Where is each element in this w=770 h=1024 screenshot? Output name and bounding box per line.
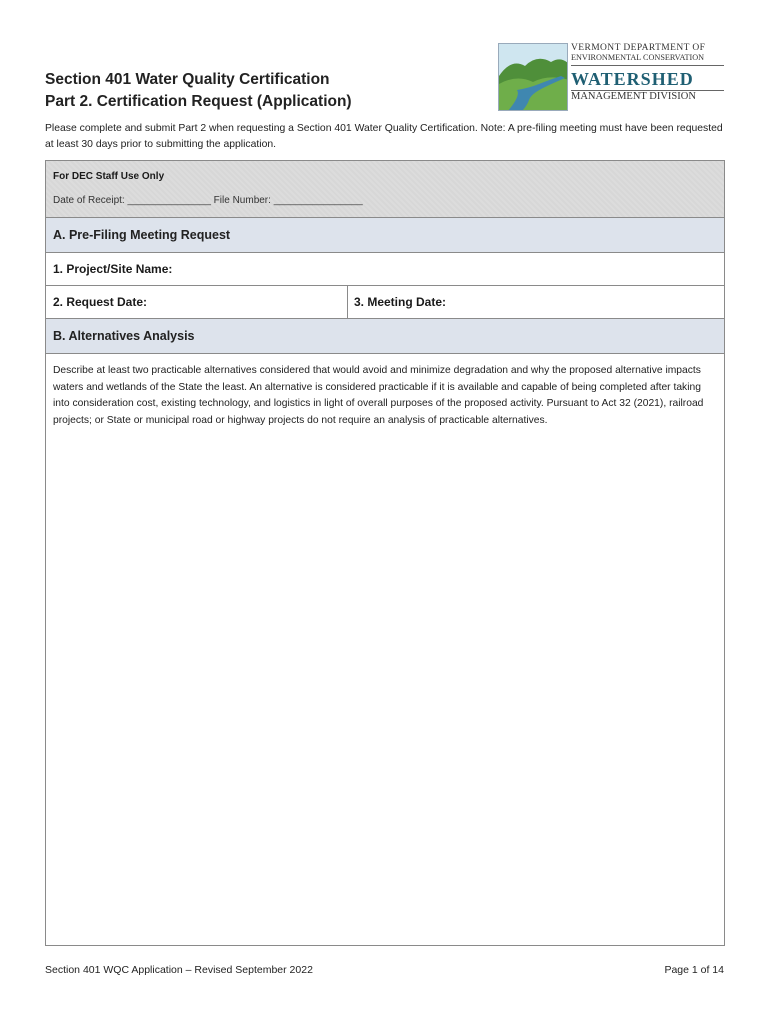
project-site-name-field[interactable] <box>46 253 724 286</box>
title-line-2: Part 2. Certification Request (Application) <box>45 93 352 110</box>
meeting-date-label: 3. Meeting Date: <box>354 295 447 309</box>
section-a-heading: A. Pre-Filing Meeting Request <box>53 228 231 242</box>
document-title <box>45 69 352 113</box>
meeting-date-field[interactable] <box>348 286 724 318</box>
landscape-river-icon <box>498 43 568 111</box>
project-site-name-label: 1. Project/Site Name: <box>53 262 173 276</box>
staff-receipt-fields: Date of Receipt: _______________ File Number: ________________ <box>53 195 363 206</box>
title-line-1: Section 401 Water Quality Certification <box>45 71 330 88</box>
section-b-header <box>46 319 724 354</box>
logo-line-2: ENVIRONMENTAL CONSERVATION <box>571 53 724 66</box>
date-fields-row <box>46 286 724 319</box>
watershed-logo <box>498 43 724 111</box>
request-date-field[interactable] <box>46 286 348 318</box>
staff-title: For DEC Staff Use Only <box>53 171 165 182</box>
footer-page-number: Page 1 of 14 <box>664 964 724 976</box>
staff-use-box <box>46 161 724 218</box>
application-form <box>45 160 725 946</box>
logo-wordmark <box>571 43 724 103</box>
section-a-header <box>46 218 724 253</box>
alternatives-description: Describe at least two practicable alternatives considered that would avoid and minimize degradation and why the proposed alternative impacts waters and wetlands of the State the least. An alternative is considered practicable if it is available and capable of being completed after taking into consideration cost, existing technology, and logistics in light of overall purposes of the proposed activity. Pursuant to Act 32 (2021), railroad projects; or State or municipal road or highway projects do not require an analysis of practicable alternatives. <box>53 365 704 426</box>
request-date-label: 2. Request Date: <box>53 295 148 309</box>
logo-line-3: WATERSHED <box>571 69 694 89</box>
logo-line-1: VERMONT DEPARTMENT OF <box>571 43 706 53</box>
logo-line-4: MANAGEMENT DIVISION <box>571 90 724 103</box>
intro-paragraph: Please complete and submit Part 2 when requesting a Section 401 Water Quality Certification. Note: A pre-filing meeting must have been requested at least 30 days prior to submitting the application. <box>45 123 723 150</box>
section-b-heading: B. Alternatives Analysis <box>53 329 195 343</box>
footer-document-id: Section 401 WQC Application – Revised September 2022 <box>45 964 313 976</box>
alternatives-analysis-field[interactable] <box>46 354 724 945</box>
